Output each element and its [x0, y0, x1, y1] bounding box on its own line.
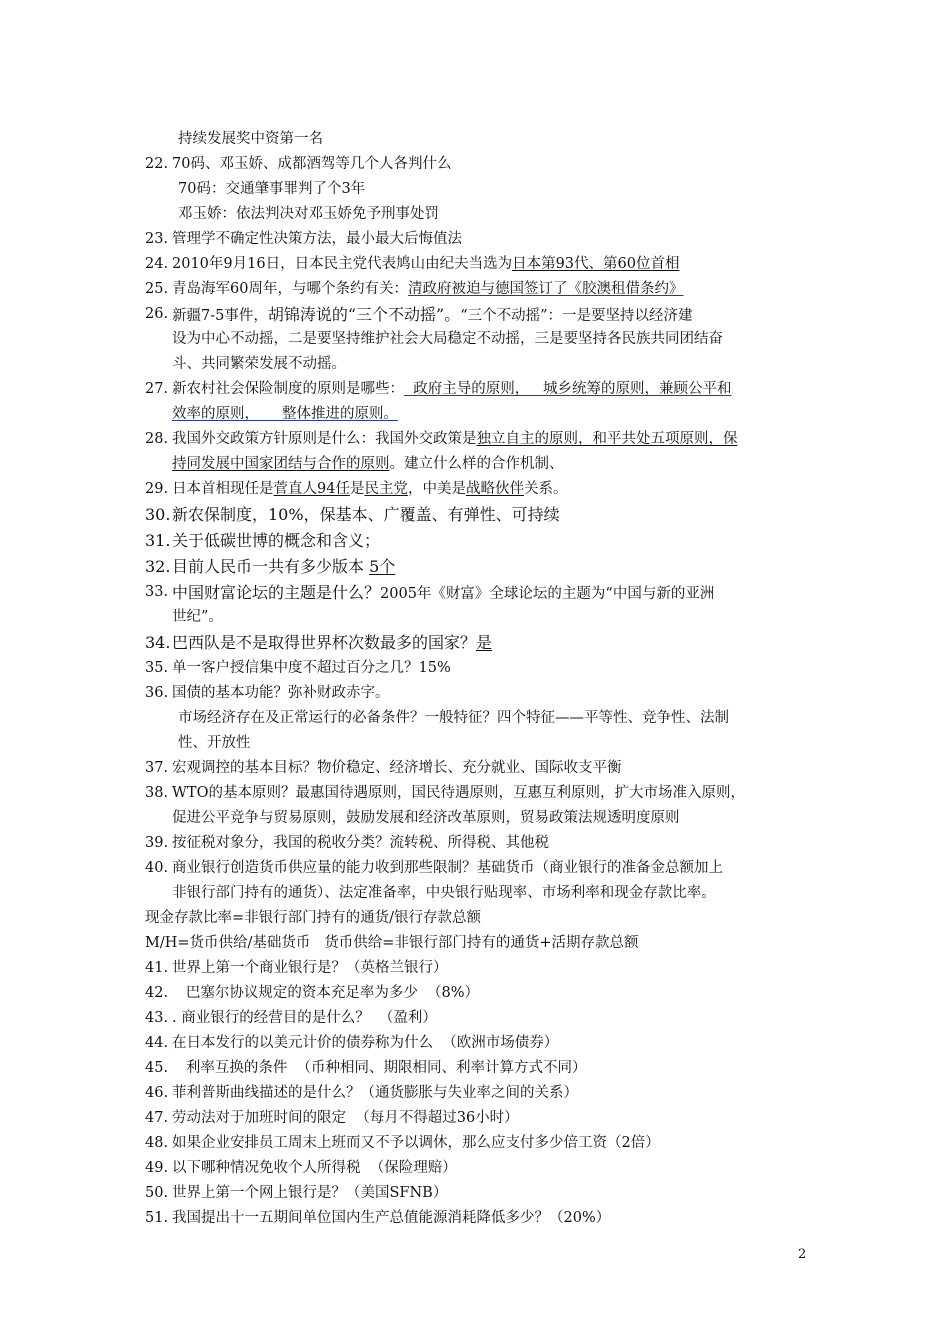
item-number: 38.	[145, 785, 169, 801]
item-text: 70码、邓玉娇、成都酒驾等几个人各判什么	[172, 156, 452, 172]
item-text: 宏观调控的基本目标？物价稳定、经济增长、充分就业、国际收支平衡	[172, 760, 622, 776]
line-cont	[145, 881, 810, 906]
item-number: 35.	[145, 660, 169, 676]
list-item-30	[145, 502, 810, 528]
underlined-answer: 是	[476, 633, 493, 652]
line-sub	[145, 202, 810, 227]
item-number: 37.	[145, 760, 169, 776]
item-number: 44.	[145, 1035, 169, 1051]
item-number: 42.	[145, 985, 169, 1001]
line-cont	[145, 327, 810, 352]
item-number: 32.	[145, 557, 171, 576]
item-text	[172, 477, 567, 502]
item-text: . 商业银行的经营目的是什么？ （盈利）	[172, 1010, 437, 1026]
line-text: 斗、共同繁荣发展不动摇。	[172, 356, 346, 372]
item-number: 33.	[145, 584, 169, 600]
text-run: 日本首相现任是	[172, 481, 274, 497]
item-number: 51.	[145, 1210, 169, 1226]
item-text: 我国提出十一五期间单位国内生产总值能源消耗降低多少？（20%）	[172, 1210, 611, 1226]
item-text: 按征税对象分，我国的税收分类？流转税、所得税、其他税	[172, 835, 549, 851]
item-text: 利率互换的条件 （币种相同、期限相同、利率计算方式不同）	[172, 1060, 587, 1076]
item-number: 25.	[145, 281, 169, 297]
line-text: 现金存款比率=非银行部门持有的通货/银行存款总额	[145, 910, 482, 926]
line-cont	[145, 605, 810, 630]
list-item-24	[145, 252, 810, 277]
list-item-28	[145, 427, 810, 452]
item-number: 40.	[145, 860, 169, 876]
list-item-45	[145, 1056, 810, 1081]
list-item-42	[145, 981, 810, 1006]
item-number: 48.	[145, 1135, 169, 1151]
item-text: 单一客户授信集中度不超过百分之几？15%	[172, 660, 451, 676]
item-text	[172, 377, 732, 402]
list-item-22	[145, 152, 810, 177]
underlined-answer: 独立自主的原则，和平共处五项原则，保	[476, 431, 738, 447]
underlined-answer: 效率的原则， 整体推进的原则。	[172, 406, 399, 422]
text-run: 2005年《财富》全球论坛的主题为“中国与新的亚洲	[380, 586, 715, 602]
item-number: 39.	[145, 835, 169, 851]
item-number: 43.	[145, 1010, 169, 1026]
list-item-49	[145, 1156, 810, 1181]
list-item-32	[145, 554, 810, 580]
underlined-answer: 持同发展中国家团结与合作的原则	[172, 456, 390, 472]
line-text: 持续发展奖中资第一名	[178, 131, 323, 147]
line-sub	[145, 177, 810, 202]
item-text: WTO的基本原则？最惠国待遇原则，国民待遇原则，互惠互利原则，扩大市场准入原则，	[172, 785, 745, 801]
list-item-48	[145, 1131, 810, 1156]
item-text	[172, 277, 683, 302]
item-text: 世界上第一个网上银行是？（美国SFNB）	[172, 1185, 448, 1201]
line-text: 设为中心不动摇，二是要坚持维护社会大局稳定不动摇，三是要坚持各民族共同团结奋	[172, 331, 723, 347]
line-cont	[145, 806, 810, 831]
line-flush	[145, 931, 810, 956]
item-text: 在日本发行的以美元计价的债券称为什么 （欧洲市场债券）	[172, 1035, 559, 1051]
item-number: 41.	[145, 960, 169, 976]
item-text: 关于低碳世博的概念和含义；	[172, 531, 381, 550]
text-run: 巴西队是不是取得世界杯次数最多的国家？	[172, 633, 477, 652]
item-text	[172, 252, 679, 277]
item-number: 23.	[145, 231, 169, 247]
list-item-39	[145, 831, 810, 856]
text-run: 目前人民币一共有多少版本	[172, 557, 370, 576]
list-item-23	[145, 227, 810, 252]
line-sub	[145, 706, 810, 731]
list-item-38	[145, 781, 810, 806]
line-text: 邓玉娇：依法判决对邓玉娇免予刑事处罚	[178, 206, 439, 222]
text-run: 我国外交政策方针原则是什么：我国外交政策是	[172, 431, 477, 447]
line-cont	[145, 352, 810, 377]
underlined-answer: 清政府被迫与德国签订了《胶澳租借条约》	[407, 281, 684, 297]
item-text: 菲利普斯曲线描述的是什么？（通货膨胀与失业率之间的关系）	[172, 1085, 578, 1101]
item-number: 46.	[145, 1085, 169, 1101]
line-text: 性、开放性	[178, 735, 251, 751]
text-run: 中国财富论坛的主题是什么？	[172, 583, 381, 602]
item-number: 31.	[145, 531, 171, 550]
text-run: ，中美是	[407, 481, 466, 497]
text-run: 是	[349, 481, 365, 497]
text-run: 。建立什么样的合作机制、	[389, 456, 564, 472]
item-text	[172, 427, 738, 452]
item-text: 如果企业安排员工周末上班而又不予以调休，那么应支付多少倍工资（2倍）	[172, 1135, 660, 1151]
item-number: 29.	[145, 481, 169, 497]
underlined-answer: 民主党	[364, 481, 408, 497]
list-item-34	[145, 630, 810, 656]
item-number: 22.	[145, 156, 169, 172]
line-text: 世纪”。	[172, 609, 223, 625]
list-item-27	[145, 377, 810, 402]
page-content	[145, 127, 810, 1231]
item-number: 50.	[145, 1185, 169, 1201]
list-item-36	[145, 681, 810, 706]
line-cont	[145, 731, 810, 756]
list-item-43	[145, 1006, 810, 1031]
item-number: 36.	[145, 685, 169, 701]
line-text: M/H=货币供给/基础货币 货币供给=非银行部门持有的通货+活期存款总额	[145, 935, 639, 951]
list-item-46	[145, 1081, 810, 1106]
item-number: 28.	[145, 431, 169, 447]
page-number: 2	[798, 1247, 807, 1262]
item-text	[172, 554, 395, 580]
underlined-answer: 5个	[369, 557, 396, 576]
item-text: 新农保制度，10%，保基本、广覆盖、有弹性、可持续	[172, 505, 560, 524]
item-text: 商业银行创造货币供应量的能力收到那些限制？基础货币（商业银行的准备金总额加上	[172, 860, 723, 876]
item-text: 劳动法对于加班时间的限定 （每月不得超过36小时）	[172, 1110, 519, 1126]
list-item-47	[145, 1106, 810, 1131]
text-run: 新疆7-5事件，	[172, 308, 268, 324]
underlined-answer: 菅直人94任	[273, 481, 350, 497]
item-number: 26.	[145, 306, 169, 322]
underlined-answer: 战略伙伴	[465, 481, 524, 497]
list-item-51	[145, 1206, 810, 1231]
item-number: 24.	[145, 256, 169, 272]
list-item-44	[145, 1031, 810, 1056]
item-number: 30.	[145, 505, 171, 524]
list-item-25	[145, 277, 810, 302]
line-text: 促进公平竞争与贸易原则，鼓励发展和经济改革原则，贸易政策法规透明度原则	[172, 810, 680, 826]
list-item-29	[145, 477, 810, 502]
line-flush	[145, 906, 810, 931]
item-text: 管理学不确定性决策方法，最小最大后悔值法	[172, 231, 462, 247]
text-run: 新农村社会保险制度的原则是哪些：	[172, 381, 404, 397]
list-item-35	[145, 656, 810, 681]
text-run: 胡锦涛说的“三个不动摇”。	[267, 305, 461, 324]
list-item-33	[145, 580, 810, 605]
item-text: 世界上第一个商业银行是？（英格兰银行）	[172, 960, 448, 976]
item-number: 49.	[145, 1160, 169, 1176]
list-item-26	[145, 302, 810, 327]
line-cont	[145, 402, 810, 427]
item-number: 45.	[145, 1060, 169, 1076]
item-number: 34.	[145, 633, 171, 652]
item-text	[172, 302, 693, 329]
list-item-31	[145, 528, 810, 554]
list-item-50	[145, 1181, 810, 1206]
text-run: “三个不动摇”：一是要坚持以经济建	[460, 308, 693, 324]
item-text	[172, 580, 714, 607]
line-cont	[145, 452, 810, 477]
item-text: 国债的基本功能？弥补财政赤字。	[172, 685, 390, 701]
item-number: 47.	[145, 1110, 169, 1126]
line-cont	[145, 127, 810, 152]
item-number: 27.	[145, 381, 169, 397]
underlined-answer: 日本第93代、第60位首相	[512, 256, 680, 272]
text-run: 关系。	[523, 481, 568, 497]
underlined-answer: 政府主导的原则， 城乡统筹的原则，兼顾公平和	[404, 381, 732, 397]
line-text: 非银行部门持有的通货）、法定准备率，中央银行贴现率、市场利率和现金存款比率。	[172, 885, 716, 901]
item-text: 以下哪种情况免收个人所得税 （保险理赔）	[172, 1160, 457, 1176]
text-run: 2010年9月16日，日本民主党代表鸠山由纪夫当选为	[172, 256, 513, 272]
item-text: 巴塞尔协议规定的资本充足率为多少 （8%）	[172, 985, 480, 1001]
list-item-37	[145, 756, 810, 781]
line-text: 市场经济存在及正常运行的必备条件？一般特征？四个特征——平等性、竞争性、法制	[178, 710, 729, 726]
line-text: 70码：交通肇事罪判了个3年	[178, 181, 366, 197]
list-item-40	[145, 856, 810, 881]
list-item-41	[145, 956, 810, 981]
text-run: 青岛海军60周年，与哪个条约有关：	[172, 281, 408, 297]
item-text	[172, 630, 492, 656]
